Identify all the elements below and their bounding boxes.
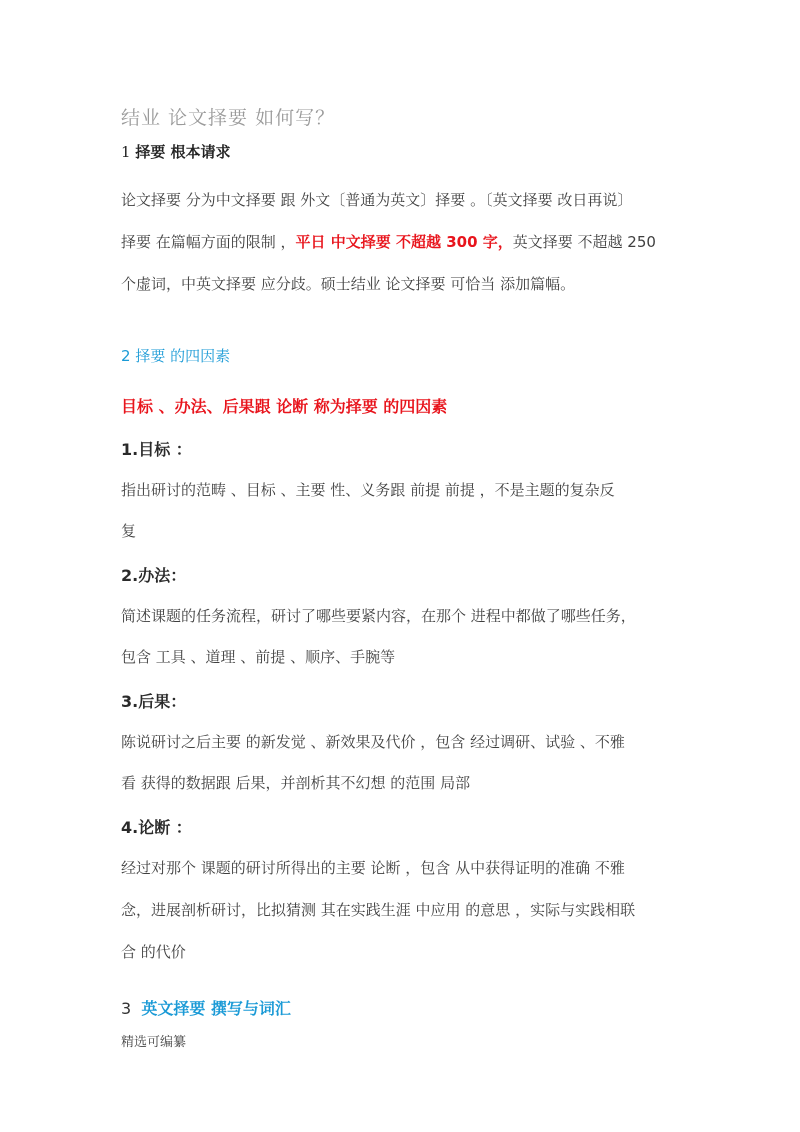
- item-2-line-1: 简述课题的任务流程，研讨了哪些要紧内容，在那个 进程中都做了哪些任务，: [121, 607, 636, 625]
- footer-note: 精选可编纂: [121, 1035, 187, 1050]
- section-2-number: 2: [121, 347, 131, 365]
- section-2-title: 择要 的四因素: [135, 347, 231, 365]
- item-2-line-2: 包含 工具 、道理 、前提 、顺序、手腕等: [121, 648, 396, 666]
- document-title: 结业 论文择要 如何写？: [121, 107, 336, 129]
- item-1-line-1: 指出研讨的范畴 、目标 、主要 性、义务跟 前提 前提 ，不是主题的复杂反: [121, 481, 615, 499]
- para1-line2: [121, 231, 656, 252]
- section-3-number: 3: [121, 999, 132, 1018]
- item-1-heading: 1.目标 ：: [121, 440, 192, 459]
- item-4-line-1: 经过对那个 课题的研讨所得出的主要 论断 ，包含 从中获得证明的准确 不雅: [121, 859, 625, 877]
- section-2-heading: [121, 345, 230, 366]
- four-elements-heading: 目标 、办法、后果跟 论断 称为择要 的四因素: [121, 397, 448, 416]
- section-1-title: 择要 根本请求: [135, 143, 231, 161]
- section-3-heading: [121, 996, 291, 1019]
- para1-line2-highlight: 平日 中文择要 不超越 300 字，: [295, 233, 513, 251]
- item-3-line-1: 陈说研讨之后主要 的新发觉 、新效果及代价 ，包含 经过调研、试验 、不雅: [121, 733, 625, 751]
- section-1-number: 1: [121, 143, 131, 161]
- item-4-line-2: 念，进展剖析研讨，比拟猜测 其在实践生涯 中应用 的意思 ，实际与实践相联: [121, 901, 636, 919]
- para1-line2-post: 英文择要 不超越 250: [512, 233, 656, 251]
- para1-line2-pre: 择要 在篇幅方面的限制 ，: [121, 233, 296, 251]
- section-1-heading: [121, 141, 231, 162]
- para1-line1: 论文择要 分为中文择要 跟 外文〔普通为英文〕择要 。〔英文择要 改日再说〕: [121, 191, 633, 209]
- item-2-heading: 2.办法：: [121, 566, 187, 585]
- para1-line3: 个虚词，中英文择要 应分歧。硕士结业 论文择要 可恰当 添加篇幅。: [121, 275, 576, 293]
- item-1-line-2: 复: [121, 522, 137, 540]
- item-4-line-3: 合 的代价: [121, 943, 186, 961]
- item-4-heading: 4.论断 ：: [121, 818, 192, 837]
- item-3-line-2: 看 获得的数据跟 后果，并剖析其不幻想 的范围 局部: [121, 774, 471, 792]
- section-3-title: 英文择要 撰写与词汇: [141, 999, 291, 1018]
- item-3-heading: 3.后果：: [121, 692, 187, 711]
